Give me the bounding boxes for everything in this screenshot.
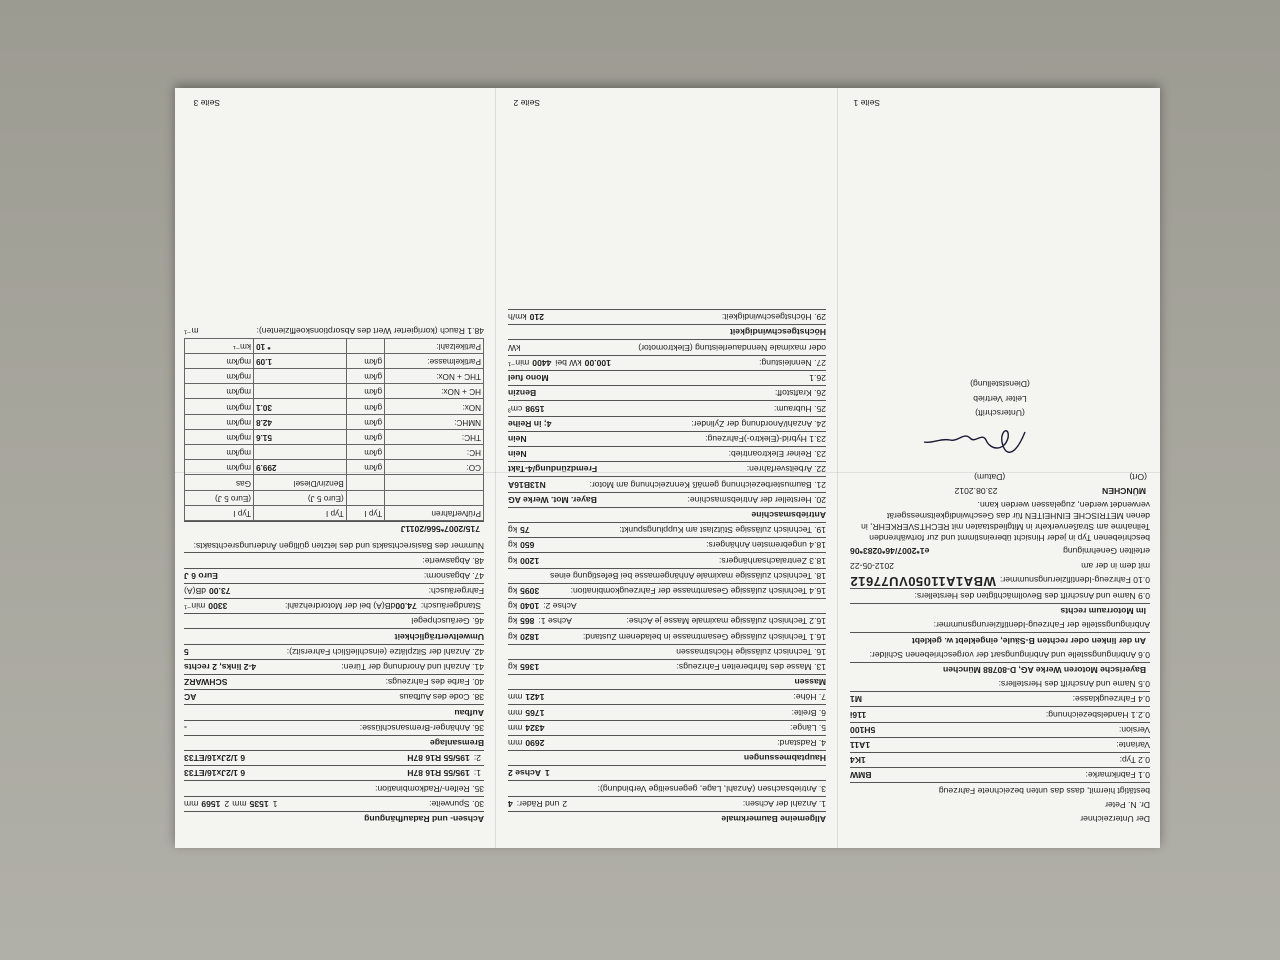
field-41: 41. Anzahl und Anordnung der Türen: 4-2 links, 2 rechts xyxy=(184,659,484,674)
table-row: Partikelzahl: * 10 km⁻¹ xyxy=(185,338,484,353)
section-environment: Umweltverträglichkeit xyxy=(184,628,484,643)
field-1: 1. Anzahl der Achsen: 2 und Räder: 4 xyxy=(508,796,826,811)
field-38: 38. Code des Aufbaus AC xyxy=(184,689,484,704)
field-30: 30. Spurweite: 1 1535 mm 2 1569 mm xyxy=(184,796,484,811)
field-46: 46. Geräuschpegel xyxy=(184,613,484,628)
field-25: 25. Hubraum: 1598 cm³ xyxy=(508,400,826,415)
table-row: HC: g/km mg/km xyxy=(185,444,484,459)
signer-role: Leiter Vertrieb xyxy=(973,393,1027,404)
field-4: 4. Radstand: 2690 mm xyxy=(508,735,826,750)
section-mass: Massen xyxy=(508,674,826,689)
field-16-2-axle2: Achse 2: 1040 kg xyxy=(508,598,826,613)
field-22: 22. Arbeitsverfahren: Fremdzündung/4-Takt xyxy=(508,461,826,476)
section-body: Aufbau xyxy=(184,704,484,719)
table-row: HC + NOx: g/km mg/km xyxy=(185,384,484,399)
field-7: 7. Höhe: 1421 mm xyxy=(508,689,826,704)
fold-line xyxy=(495,88,496,848)
field-0-9: 0.9 Name und Anschrift des Bevollmächtigten des Herstellers: xyxy=(850,588,1150,603)
coc-document xyxy=(175,88,1160,848)
intro: Der Unterzeichner xyxy=(1080,814,1150,824)
field-16-1: 16.1 Technisch zulässige Gesamtmasse in beladenem Zustand: 1820 kg xyxy=(508,628,826,643)
approval-number: erteilten Genehmigung e1*2007/46*0283*06 xyxy=(850,546,1150,557)
signature-label: (Unterschrift) xyxy=(975,407,1025,418)
fold-line xyxy=(837,88,838,848)
page-number: Seite 2 xyxy=(513,98,540,108)
field-48-1: 48.1 Rauch (korrigierter Wert des Absorptionskoeffizienten): m⁻¹ xyxy=(184,325,484,336)
page-3-column xyxy=(184,323,484,826)
field-18-4: 18.4 ungebremsten Anhängers: 650 kg xyxy=(508,537,826,552)
field-vin-location: Anbringungsstelle der Fahrzeug-Identifizierungsnummer: xyxy=(933,620,1150,631)
field-3-value: 1 Achse 2 xyxy=(508,765,826,780)
field-6: 6. Breite: 1765 mm xyxy=(508,704,826,719)
intro-text: bestätigt hiermit, dass das unten bezeichnete Fahrzeug xyxy=(850,782,1150,797)
field-19: 19. Technisch zulässige Stützlast am Kupplungspunkt: 75 kg xyxy=(508,522,826,537)
field-0-6: 0.6 Anbringungsstelle und Anbringungsart der vorgeschriebenen Schilder: xyxy=(869,649,1150,660)
field-24: 24. Anzahl/Anordnung der Zylinder: 4; in Reihe xyxy=(508,416,826,431)
field-47: 47. Abgasnorm: Euro 6 J xyxy=(184,568,484,583)
sign-place-date-labels: (Ort) (Datum) xyxy=(974,471,1147,482)
field-40: 40. Farbe des Fahrzeugs: SCHWARZ xyxy=(184,674,484,689)
field-0-5: 0.5 Name und Anschrift des Herstellers: xyxy=(998,679,1150,690)
table-row: NMHC: g/km 42.8 mg/km xyxy=(185,414,484,429)
field-29: 29. Höchstgeschwindigkeit: 210 km/h xyxy=(508,309,826,324)
section-general: Allgemeine Baumerkmale xyxy=(508,811,826,826)
page-number: Seite 1 xyxy=(853,98,880,108)
table-row: (Euro 5 J) (Euro 5 J) xyxy=(185,490,484,505)
field-0-6-value: An der linken oder rechten B-Säule, eingeklebt w. geklebt xyxy=(850,632,1150,647)
page-number: Seite 3 xyxy=(193,98,220,108)
field-16-2: 16.2 Technisch zulässige maximale Masse je Achse: Achse 1: 865 kg xyxy=(508,613,826,628)
field-0-1: 0.1 Fabrikmarke: BMW xyxy=(850,767,1150,782)
field-variant: Variante: 1A11 xyxy=(850,737,1150,752)
vin-number: WBA1A11050VU77612 xyxy=(850,573,996,589)
field-48-ref-value: 715/2007*566/2011J xyxy=(184,521,484,536)
field-35: 35. Reifen-/Radkombination: xyxy=(184,780,484,795)
field-version: Version: 5H100 xyxy=(850,722,1150,737)
table-row: NOx: g/km 30.1 mg/km xyxy=(185,399,484,414)
field-26-1: 26.1 Mono fuel xyxy=(508,370,826,385)
field-23-1: 23.1 Hybrid-(Elektro-)Fahrzeug: Nein xyxy=(508,431,826,446)
field-0-2: 0.2 Typ: 1K4 xyxy=(850,752,1150,767)
field-16-4: 16.4 Technisch zulässige Gesamtmasse der Fahrzeugkombination: 3095 kg xyxy=(508,583,826,598)
field-0-10: 0.10 Fahrzeug-Identifizierungsnummer: WBA1A11050VU77612 xyxy=(850,573,1150,589)
field-36: 36. Anhänger-Bremsanschlüsse: - xyxy=(184,720,484,735)
table-row: Prüfverfahren Typ I Typ I Typ I xyxy=(185,505,484,520)
field-26: 26. Kraftstoff: Benzin xyxy=(508,385,826,400)
section-drive: Antriebsmaschine xyxy=(508,507,826,522)
field-23: 23. Reiner Elektroantrieb: Nein xyxy=(508,446,826,461)
field-27-electric: oder maximale Nenndauerleistung (Elektromotor) kW xyxy=(508,340,826,355)
table-row: THC + NOx: g/km mg/km xyxy=(185,368,484,383)
section-dimensions: Hauptabmessungen xyxy=(508,750,826,765)
page-2-column xyxy=(508,309,826,826)
field-3: 3. Antriebsachsen (Anzahl, Lage, gegenseitige Verbindung): xyxy=(508,780,826,795)
approval-date: mit dem in der am 2012-05-22 xyxy=(850,560,1150,571)
field-0-2-1: 0.2.1 Handelsbezeichnung: 116i xyxy=(850,706,1150,721)
table-row: CO: g/km 299.9 mg/km xyxy=(185,460,484,475)
field-48: 48. Abgaswerte: xyxy=(184,552,484,567)
field-27: 27. Nennleistung: 100.00 kW bei 4400 min⁻¹ xyxy=(508,355,826,370)
field-42: 42. Anzahl der Sitzplätze (einschließlich Fahrersitz): 5 xyxy=(184,644,484,659)
field-46-driving: Fahrgeräusch: 73.00 dB(A) xyxy=(184,583,484,598)
tyre-2: 2: 195/55 R16 87H 6 1/2Jx16/ET33 xyxy=(184,750,484,765)
signer-name: Dr. N. Peter xyxy=(1105,799,1150,810)
table-row: Partikelmasse: g/km 1.09 mg/km xyxy=(185,353,484,368)
field-46-standing: Standgeräusch: 74.00 dB(A) bei der Motordrehzahl: 3300 min⁻¹ xyxy=(184,598,484,613)
field-18-3: 18.3 Zentralachsanhängers: 1200 kg xyxy=(508,552,826,567)
field-5: 5. Länge: 4324 mm xyxy=(508,720,826,735)
field-13: 13. Masse des fahrbereiten Fahrzeugs: 1365 kg xyxy=(508,659,826,674)
signer-role-label: (Dienststellung) xyxy=(970,379,1030,390)
field-16: 16. Technisch zulässige Höchstmassen xyxy=(508,644,826,659)
field-48-ref: Nummer des Basisrechtsakts und des letzten gültigen Änderungsrechtsakts: xyxy=(193,541,484,552)
conformity-text: beschriebenen Typ in jeder Hinsicht übereinstimmt und zur fortwährenden Teilnahme am Straßenverkehr in Mitgliedstaaten mit RECHTSVERKEHR, in denen METRISCHE EINHEITEN für das Geschwindigkeitsmessgerät verwendet werden, zugelassen werden kann. xyxy=(861,500,1150,544)
table-row: Benzin/Diesel Gas xyxy=(185,475,484,490)
signature-scribble xyxy=(920,420,1030,462)
field-21: 21. Baumusterbezeichnung gemäß Kennzeichnung am Motor: N13B16A xyxy=(508,476,826,491)
table-row: THC: g/km 51.6 mg/km xyxy=(185,429,484,444)
field-18: 18. Technisch zulässige maximale Anhängemasse bei Befestigung eines xyxy=(508,568,826,583)
field-20: 20. Hersteller der Antriebsmaschine: Bayer. Mot. Werke AG xyxy=(508,492,826,507)
sign-place-date: MÜNCHEN 23.08.2012 xyxy=(954,486,1146,497)
section-axles: Achsen- und Radaufhängung xyxy=(184,811,484,826)
section-brakes: Bremsanlage xyxy=(184,735,484,750)
tyre-1: 1: 195/55 R16 87H 6 1/2Jx16/ET33 xyxy=(184,765,484,780)
field-0-5-value: Bayerische Motoren Werke AG, D-80788 München xyxy=(850,662,1150,677)
section-speed: Höchstgeschwindigkeit xyxy=(508,324,826,339)
field-0-4: 0.4 Fahrzeugklasse: M1 xyxy=(850,691,1150,706)
page-1-column xyxy=(850,377,1150,826)
field-vin-location-value: Im Motorraum rechts xyxy=(850,603,1150,618)
emissions-table xyxy=(184,338,484,521)
